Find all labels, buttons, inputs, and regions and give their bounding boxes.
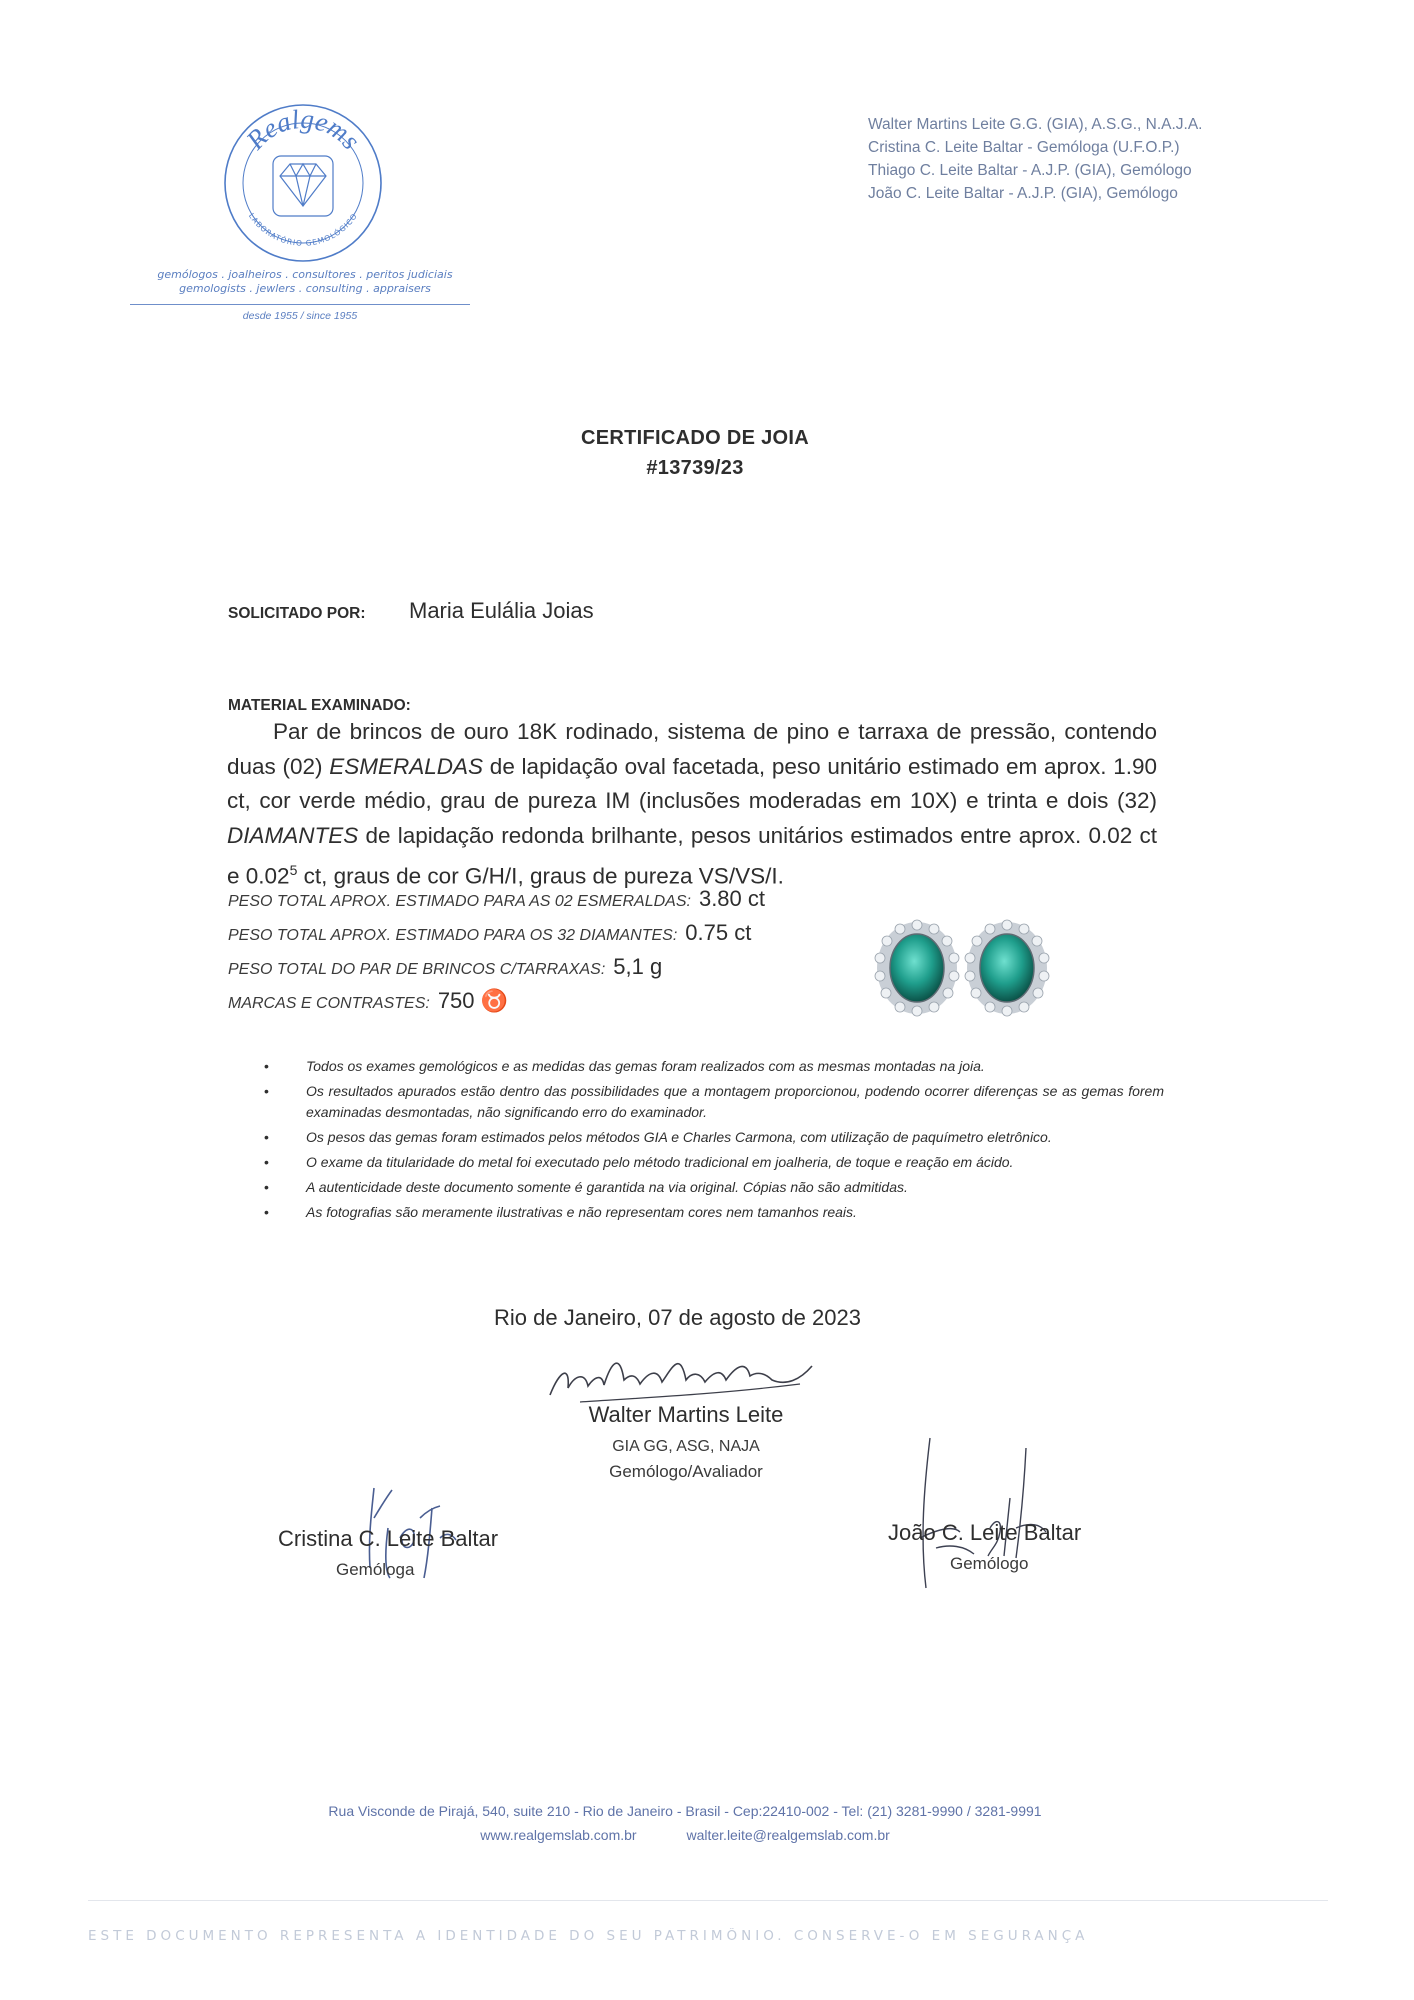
note-text: Os resultados apurados estão dentro das possibilidades que a montagem proporcionou, podendo ocorrer diferenças se as gemas forem examinadas desmontadas, não significando erro do examinador.: [306, 1083, 1164, 1120]
total-label: PESO TOTAL DO PAR DE BRINCOS C/TARRAXAS:: [228, 961, 606, 978]
material-description: [227, 715, 1157, 894]
staff-list: [868, 113, 1202, 205]
note-text: Os pesos das gemas foram estimados pelos métodos GIA e Charles Carmona, com utilização de paquímetro eletrônico.: [306, 1129, 1052, 1145]
total-value: 750 ♉: [437, 988, 509, 1013]
logo-divider: [130, 304, 470, 305]
staff-cristina: Cristina C. Leite Baltar - Gemóloga (U.F.O.P.): [868, 139, 1180, 156]
logo-since: desde 1955 / since 1955: [242, 310, 358, 322]
total-weight: [228, 954, 765, 988]
staff-walter: Walter Martins Leite G.G. (GIA), A.S.G., N.A.J.A.: [868, 116, 1203, 133]
svg-text:LABORATÓRIO GEMOLÓGICO: [247, 211, 359, 247]
note-text: A autenticidade deste documento somente é garantida na via original. Cópias não são admitidas.: [306, 1179, 908, 1195]
earring-left-icon: [875, 920, 959, 1016]
total-marks: [228, 988, 765, 1022]
totals-list: [228, 886, 765, 1022]
logo-name: Realgems: [240, 103, 367, 156]
note-text: O exame da titularidade do metal foi executado pelo método tradicional em joalheria, de toque e reação em ácido.: [306, 1154, 1014, 1170]
signature-walter: [540, 1340, 840, 1410]
realgems-seal-logo: [218, 98, 388, 268]
footer-address: Rua Visconde de Pirajá, 540, suite 210 - Rio de Janeiro - Brasil - Cep:22410-002 - Tel: (21) 3281-9990 / 3281-9991: [328, 1803, 1042, 1819]
signatory-walter-credentials: GIA GG, ASG, NAJA: [612, 1438, 760, 1455]
material-superscript: 5: [289, 862, 298, 878]
diamond-icon: [273, 156, 333, 216]
logo-ring-text: LABORATÓRIO GEMOLÓGICO: [246, 211, 360, 248]
total-label: PESO TOTAL APROX. ESTIMADO PARA AS 02 ESMERALDAS:: [228, 893, 691, 910]
total-label: MARCAS E CONTRASTES:: [228, 995, 430, 1012]
signatory-joao-role: Gemólogo: [950, 1554, 1029, 1573]
material-diamonds: DIAMANTES: [227, 822, 359, 848]
earring-right-icon: [965, 920, 1049, 1016]
note-item: • A autenticidade deste documento somente é garantida na via original. Cópias não são admitidas.: [264, 1179, 908, 1195]
staff-joao: João C. Leite Baltar - A.J.P. (GIA), Gemólogo: [868, 185, 1178, 202]
footer-divider: [88, 1900, 1328, 1901]
footer-motto: ESTE DOCUMENTO REPRESENTA A IDENTIDADE DO SEU PATRIMÔNIO. CONSERVE-O EM SEGURANÇA: [88, 1928, 1089, 1944]
note-item: • Os pesos das gemas foram estimados pelos métodos GIA e Charles Carmona, com utilização de paquímetro eletrônico.: [264, 1129, 1052, 1145]
note-item: • O exame da titularidade do metal foi executado pelo método tradicional em joalheria, de toque e reação em ácido.: [264, 1154, 1014, 1170]
total-value: 0.75 ct: [685, 920, 752, 945]
place-date: Rio de Janeiro, 07 de agosto de 2023: [494, 1305, 861, 1330]
total-label: PESO TOTAL APROX. ESTIMADO PARA OS 32 DIAMANTES:: [228, 927, 678, 944]
total-value: 5,1 g: [613, 954, 663, 979]
lab-logo: [130, 98, 480, 328]
signatory-joao-name: João C. Leite Baltar: [888, 1520, 1082, 1545]
footer-contacts: [0, 1827, 1370, 1843]
notes-list: [264, 1056, 1164, 1227]
footer-website-link[interactable]: www.realgemslab.com.br: [480, 1827, 637, 1843]
signatory-walter-role: Gemólogo/Avaliador: [609, 1462, 763, 1481]
logo-tagline-pt: gemólogos . joalheiros . consultores . peritos judiciais: [157, 268, 453, 281]
material-text-3: de lapidação redonda brilhante, pesos unitários estimados entre aprox. 0.02 ct e 0.02: [227, 822, 1157, 889]
logo-tagline-en: gemologists . jewlers . consulting . appraisers: [179, 282, 431, 295]
svg-text:Realgems: [240, 104, 367, 156]
footer-email-link[interactable]: walter.leite@realgemslab.com.br: [686, 1827, 890, 1843]
staff-thiago: Thiago C. Leite Baltar - A.J.P. (GIA), Gemólogo: [868, 162, 1192, 179]
note-text: As fotografias são meramente ilustrativas e não representam cores nem tamanhos reais.: [306, 1204, 857, 1220]
total-diamonds: [228, 920, 765, 954]
material-text-4: ct, graus de cor G/H/I, graus de pureza VS/VS/I.: [297, 863, 784, 889]
material-text-1: Par de brincos de ouro 18K rodinado, sistema de pino e tarraxa de pressão, contendo duas (02): [227, 719, 1157, 779]
signatory-cristina-name: Cristina C. Leite Baltar: [278, 1526, 499, 1551]
signatory-walter-name: Walter Martins Leite: [588, 1402, 784, 1427]
note-item: • As fotografias são meramente ilustrativas e não representam cores nem tamanhos reais.: [264, 1204, 857, 1220]
note-item: • Todos os exames gemológicos e as medidas das gemas foram realizados com as mesmas montadas na joia.: [264, 1058, 985, 1074]
total-value: 3.80 ct: [698, 886, 765, 911]
certificate-title: [0, 423, 1390, 483]
note-item: • Os resultados apurados estão dentro das possibilidades que a montagem proporcionou, podendo ocorrer diferenças se as gemas forem examinadas desmontadas, não significando erro do examinador.: [264, 1083, 1164, 1120]
total-emeralds: [228, 886, 765, 920]
signatory-cristina-role: Gemóloga: [336, 1560, 415, 1579]
material-label: MATERIAL EXAMINADO:: [228, 697, 411, 714]
earrings-photo: [872, 918, 1052, 1018]
requester-value: Maria Eulália Joias: [409, 598, 594, 623]
material-emeralds: ESMERALDAS: [329, 753, 484, 779]
requester-label: SOLICITADO POR:: [228, 605, 366, 622]
material-text-2: de lapidação oval facetada, peso unitário estimado em aprox. 1.90 ct, cor verde médio, grau de pureza IM (inclusões moderadas em 10X) e trinta e dois (32): [227, 753, 1157, 813]
certificate-number: #13739/23: [646, 457, 744, 479]
document-title: CERTIFICADO DE JOIA: [581, 427, 809, 449]
note-text: Todos os exames gemológicos e as medidas das gemas foram realizados com as mesmas montadas na joia.: [306, 1058, 985, 1074]
